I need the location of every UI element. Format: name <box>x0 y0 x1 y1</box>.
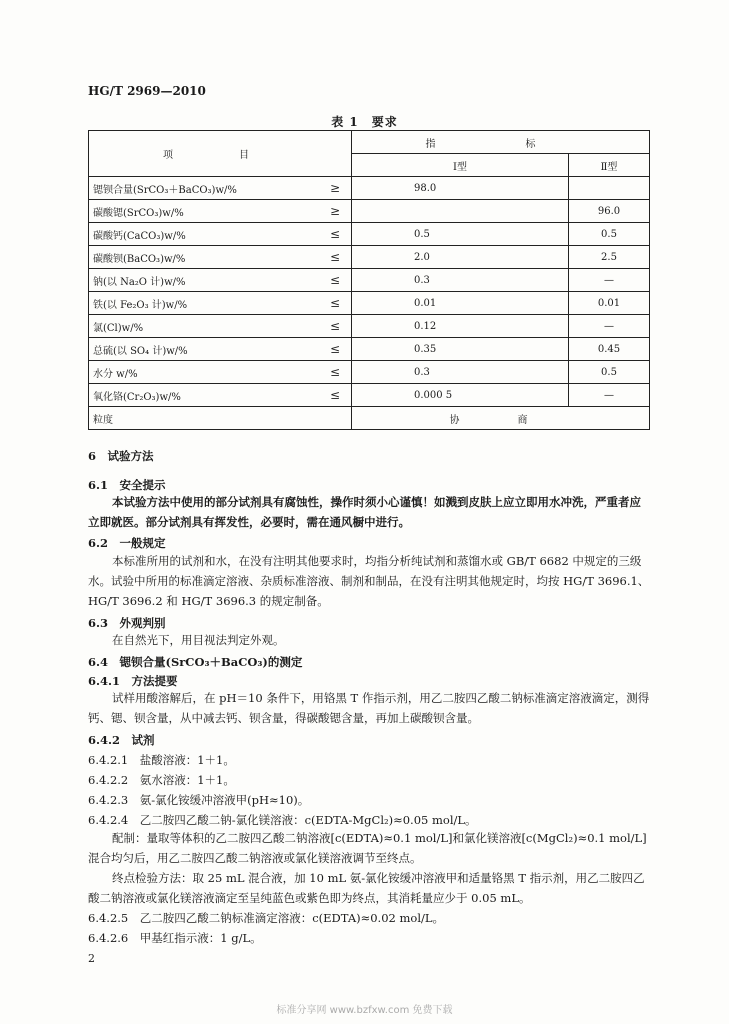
item-6-4-2-3: 6.4.2.3 氨-氯化铵缓冲溶液甲(pH≈10)。 <box>88 793 310 807</box>
row-comparison-symbol: ≤ <box>319 384 352 407</box>
row-comparison-symbol: ≤ <box>319 361 352 384</box>
row-item-label: 碳酸钙(CaCO₃)w/% <box>89 223 320 246</box>
item-6-4-2-1: 6.4.2.1 盐酸溶液：1＋1。 <box>88 753 235 767</box>
row-type1-value: 0.000 5 <box>352 384 569 407</box>
col-header-index: 指 标 <box>352 131 650 154</box>
row-comparison-symbol: ≤ <box>319 246 352 269</box>
row-type1-value: 0.01 <box>352 292 569 315</box>
table-body <box>89 177 650 407</box>
row-type2-value: 0.45 <box>569 338 650 361</box>
table-title: 表 1 要求 <box>331 115 398 129</box>
section-6-4-1-heading: 6.4.1 方法提要 <box>88 674 178 688</box>
row-item-label: 钠(以 Na₂O 计)w/% <box>89 269 320 292</box>
row-type1-value: 0.3 <box>352 269 569 292</box>
table-row <box>89 200 650 223</box>
row-comparison-symbol: ≥ <box>319 177 352 200</box>
section-6-4-1-text: 试样用酸溶解后，在 pH＝10 条件下，用铬黑 T 作指示剂，用乙二胺四乙酸二钠标准滴定溶液滴定，测得钙、锶、钡含量，从中减去钙、钡含量，得碳酸锶含量，再加上碳酸钡含量。 <box>88 691 650 725</box>
section-6-2-heading: 6.2 一般规定 <box>88 536 166 550</box>
row-item-label: 锶钡合量(SrCO₃＋BaCO₃)w/% <box>89 177 320 200</box>
table-row <box>89 315 650 338</box>
row-item-label: 碳酸锶(SrCO₃)w/% <box>89 200 320 223</box>
row-type2-value: 2.5 <box>569 246 650 269</box>
item-6-4-2-5: 6.4.2.5 乙二胺四乙酸二钠标准滴定溶液：c(EDTA)≈0.02 mol/L。 <box>88 911 445 925</box>
section-6-4-heading: 6.4 锶钡合量(SrCO₃＋BaCO₃)的测定 <box>88 655 303 669</box>
row-comparison-symbol: ≤ <box>319 269 352 292</box>
row-item-label: 铁(以 Fe₂O₃ 计)w/% <box>89 292 320 315</box>
col-header-type1: Ⅰ型 <box>352 154 569 177</box>
item-6-4-2-4-endpoint: 终点检验方法：取 25 mL 混合液，加 10 mL 氨-氯化铵缓冲溶液甲和适量铬黑 T 指示剂，用乙二胺四乙酸二钠溶液或氯化镁溶液滴定至呈纯蓝色或紫色即为终点，其消耗量应少于 0.05 mL。 <box>88 871 645 905</box>
page-number: 2 <box>88 952 95 965</box>
item-6-4-2-6: 6.4.2.6 甲基红指示液：1 g/L。 <box>88 931 262 945</box>
row-item-label: 氯(Cl)w/% <box>89 315 320 338</box>
row-type2-value: 96.0 <box>569 200 650 223</box>
item-6-4-2-2: 6.4.2.2 氨水溶液：1＋1。 <box>88 773 235 787</box>
row-item-label: 碳酸钡(BaCO₃)w/% <box>89 246 320 269</box>
row-type2-value: 0.5 <box>569 223 650 246</box>
row-type1-value: 2.0 <box>352 246 569 269</box>
item-6-4-2-4-prep: 配制：量取等体积的乙二胺四乙酸二钠溶液[c(EDTA)≈0.1 mol/L]和氯化镁溶液[c(MgCl₂)≈0.1 mol/L]混合均匀后，用乙二胺四乙酸二钠溶液或氯化镁溶液调节至终点。 <box>88 831 647 865</box>
row-type2-value: 0.5 <box>569 361 650 384</box>
table-row <box>89 338 650 361</box>
section-6-2-text: 本标准所用的试剂和水，在没有注明其他要求时，均指分析纯试剂和蒸馏水或 GB/T 6682 中规定的三级水。试验中所用的标准滴定溶液、杂质标准溶液、制剂和制品，在没有注明其他规定时，均按 HG/T 3696.1、HG/T 3696.2 和 HG/T 3696.3 的规定制备。 <box>88 554 650 608</box>
row-comparison-symbol: ≤ <box>319 292 352 315</box>
row-comparison-symbol: ≤ <box>319 315 352 338</box>
row-type1-value: 0.12 <box>352 315 569 338</box>
row-type1-value: 0.35 <box>352 338 569 361</box>
table-row <box>89 361 650 384</box>
section-6-1-text: 本试验方法中使用的部分试剂具有腐蚀性，操作时须小心谨慎！如溅到皮肤上应立即用水冲洗，严重者应立即就医。部分试剂具有挥发性，必要时，需在通风橱中进行。 <box>88 495 641 529</box>
table-row <box>89 177 650 200</box>
section-6-1-heading: 6.1 安全提示 <box>88 478 166 492</box>
row-comparison-symbol: ≤ <box>319 338 352 361</box>
row-item-label: 水分 w/% <box>89 361 320 384</box>
table-row <box>89 292 650 315</box>
row-type2-value: 0.01 <box>569 292 650 315</box>
row-type2-value: — <box>569 269 650 292</box>
row-type1-value: 98.0 <box>352 177 569 200</box>
row-type2-value <box>569 177 650 200</box>
section-6-3-heading: 6.3 外观判别 <box>88 616 166 630</box>
table-row <box>89 384 650 407</box>
row-type1-value: 0.3 <box>352 361 569 384</box>
row-type2-value: — <box>569 315 650 338</box>
table-row <box>89 269 650 292</box>
row-granularity-label: 粒度 <box>89 407 352 430</box>
col-header-type2: Ⅱ型 <box>569 154 650 177</box>
section-6-heading: 6 试验方法 <box>88 449 154 463</box>
watermark-footer: 标准分享网 www.bzfxw.com 免费下载 <box>276 1005 453 1016</box>
table-row <box>89 223 650 246</box>
row-type1-value: 0.5 <box>352 223 569 246</box>
table-row <box>89 246 650 269</box>
row-comparison-symbol: ≥ <box>319 200 352 223</box>
row-item-label: 总硫(以 SO₄ 计)w/% <box>89 338 320 361</box>
row-type1-value <box>352 200 569 223</box>
row-comparison-symbol: ≤ <box>319 223 352 246</box>
row-type2-value: — <box>569 384 650 407</box>
document-code-header: HG/T 2969—2010 <box>88 84 206 98</box>
col-header-item: 项 目 <box>89 131 352 177</box>
section-6-3-text: 在自然光下，用目视法判定外观。 <box>112 633 285 647</box>
row-item-label: 氧化铬(Cr₂O₃)w/% <box>89 384 320 407</box>
section-6-4-2-heading: 6.4.2 试剂 <box>88 733 155 747</box>
item-6-4-2-4: 6.4.2.4 乙二胺四乙酸二钠-氯化镁溶液：c(EDTA-MgCl₂)≈0.05 mol/L。 <box>88 813 477 827</box>
row-granularity-value: 协 商 <box>352 407 650 430</box>
requirements-table <box>88 130 650 430</box>
